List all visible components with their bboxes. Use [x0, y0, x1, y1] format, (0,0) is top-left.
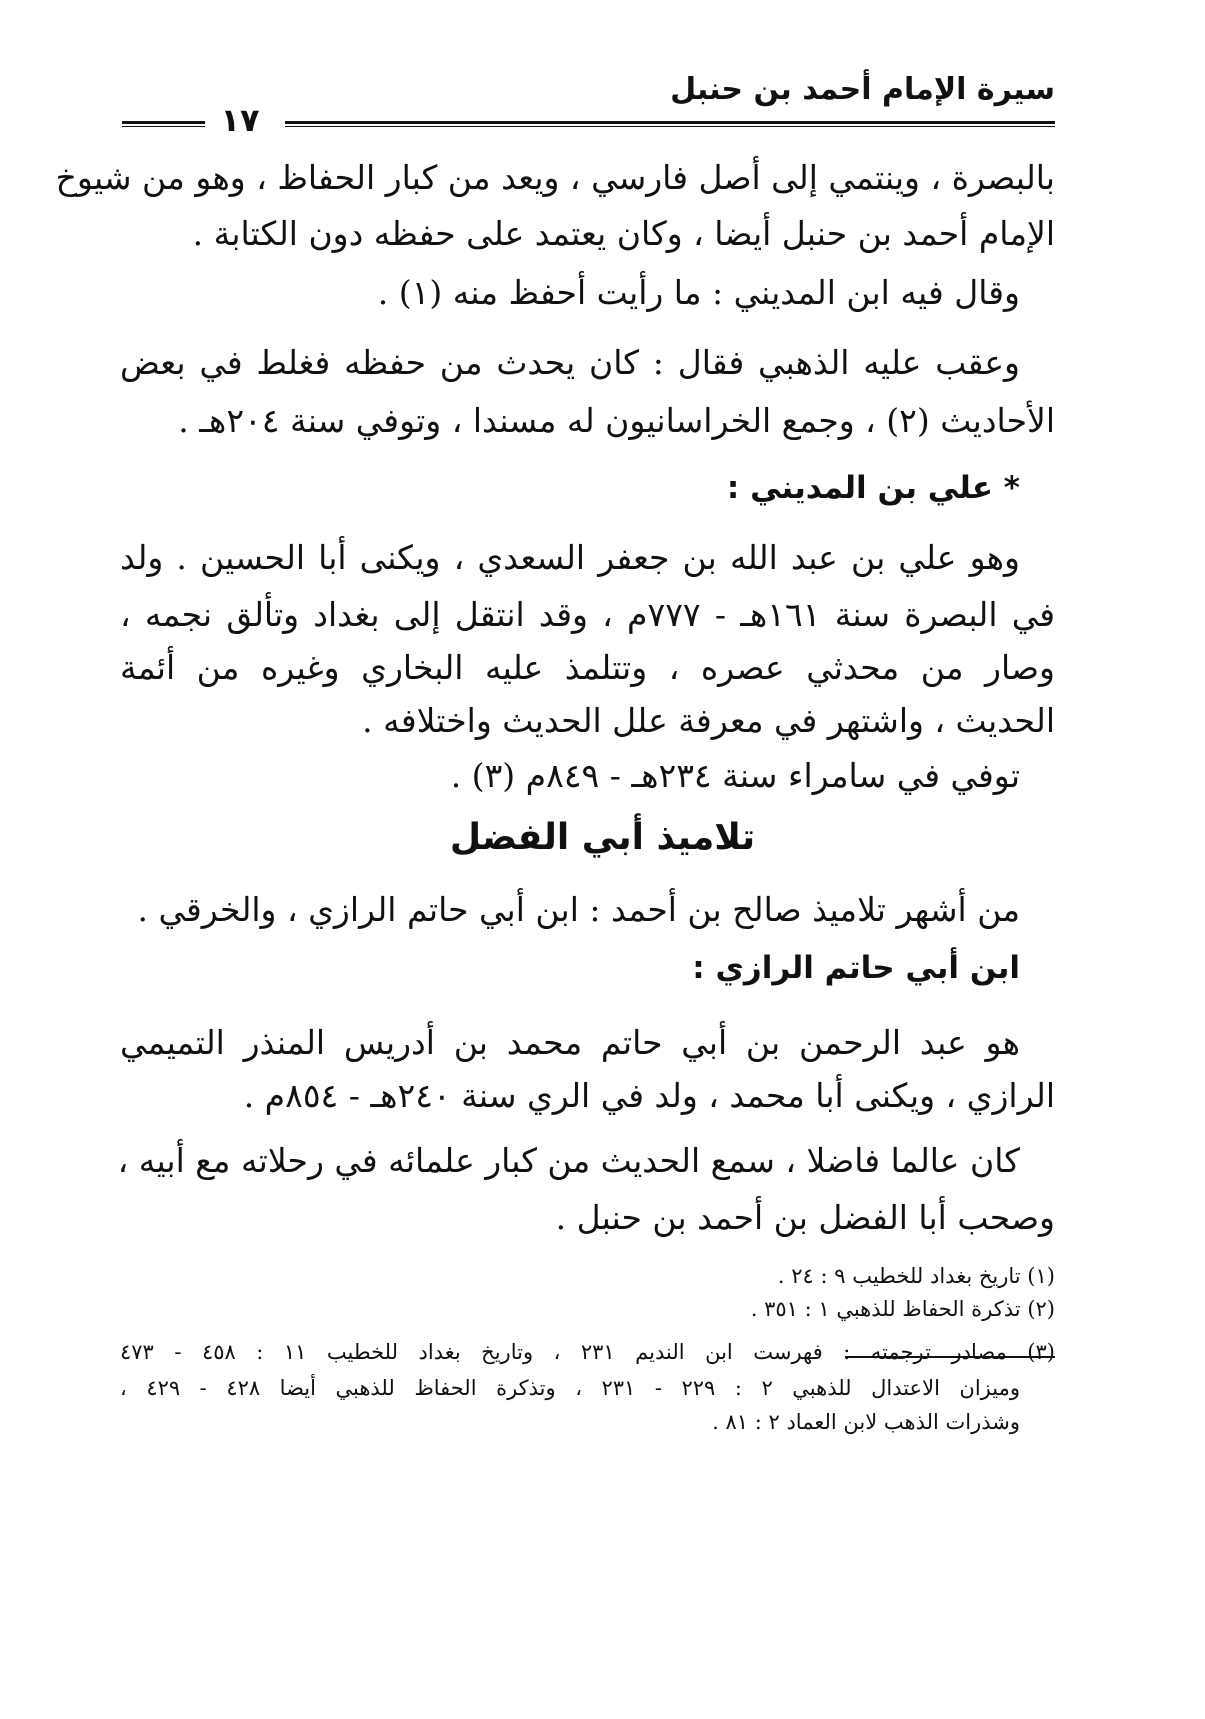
- page-number: ١٧: [220, 101, 260, 139]
- body-line: هو عبد الرحمن بن أبي حاتم محمد بن أدريس المنذر التميمي: [120, 1023, 1020, 1062]
- footnote-3-line-3: وشذرات الذهب لابن العماد ٢ : ٨١ .: [712, 1410, 1020, 1434]
- body-line: الأحاديث (٢) ، وجمع الخراسانيون له مسندا ، وتوفي سنة ٢٠٤هـ .: [178, 401, 1055, 440]
- header-rule-left: [122, 121, 205, 127]
- body-line: وصار من محدثي عصره ، وتتلمذ عليه البخاري وغيره من أئمة: [120, 648, 1055, 687]
- body-line: في البصرة سنة ١٦١هـ - ٧٧٧م ، وقد انتقل إلى بغداد وتألق نجمه ،: [120, 595, 1055, 634]
- body-line: كان عالما فاضلا ، سمع الحديث من كبار علمائه في رحلاته مع أبيه ،: [117, 1141, 1020, 1180]
- footnote-1: (١) تاريخ بغداد للخطيب ٩ : ٢٤ .: [777, 1264, 1055, 1288]
- body-line: الإمام أحمد بن حنبل أيضا ، وكان يعتمد على حفظه دون الكتابة .: [192, 214, 1055, 253]
- running-header-title: سيرة الإمام أحمد بن حنبل: [670, 72, 1055, 107]
- section-title: تلاميذ أبي الفضل: [449, 817, 756, 858]
- body-line: وصحب أبا الفضل بن أحمد بن حنبل .: [555, 1198, 1055, 1237]
- body-line: بالبصرة ، وينتمي إلى أصل فارسي ، ويعد من كبار الحفاظ ، وهو من شيوخ: [55, 158, 1055, 197]
- header-rule-right: [285, 121, 1055, 127]
- subheading-ali-ibn-al-madini: * علي بن المديني :: [726, 470, 1020, 506]
- body-line: الحديث ، واشتهر في معرفة علل الحديث واختلافه .: [362, 701, 1055, 740]
- footnote-3-line-2: وميزان الاعتدال للذهبي ٢ : ٢٢٩ - ٢٣١ ، وتذكرة الحفاظ للذهبي أيضا ٤٢٨ - ٤٢٩ ،: [120, 1376, 1020, 1400]
- footnote-3-line-1: (٣) مصادر ترجمته : فهرست ابن النديم ٢٣١ ، وتاريخ بغداد للخطيب ١١ : ٤٥٨ - ٤٧٣: [120, 1340, 1055, 1364]
- body-line: من أشهر تلاميذ صالح بن أحمد : ابن أبي حاتم الرازي ، والخرقي .: [137, 890, 1020, 929]
- body-line: وهو علي بن عبد الله بن جعفر السعدي ، ويكنى أبا الحسين . ولد: [120, 538, 1020, 577]
- body-line: وقال فيه ابن المديني : ما رأيت أحفظ منه (١) .: [377, 273, 1020, 312]
- subheading-ibn-abi-hatim: ابن أبي حاتم الرازي :: [692, 950, 1020, 986]
- body-line: الرازي ، ويكنى أبا محمد ، ولد في الري سنة ٢٤٠هـ - ٨٥٤م .: [243, 1076, 1055, 1115]
- footnote-2: (٢) تذكرة الحفاظ للذهبي ١ : ٣٥١ .: [750, 1297, 1055, 1321]
- body-line: توفي في سامراء سنة ٢٣٤هـ - ٨٤٩م (٣) .: [450, 756, 1020, 795]
- body-line: وعقب عليه الذهبي فقال : كان يحدث من حفظه فغلط في بعض: [120, 343, 1020, 382]
